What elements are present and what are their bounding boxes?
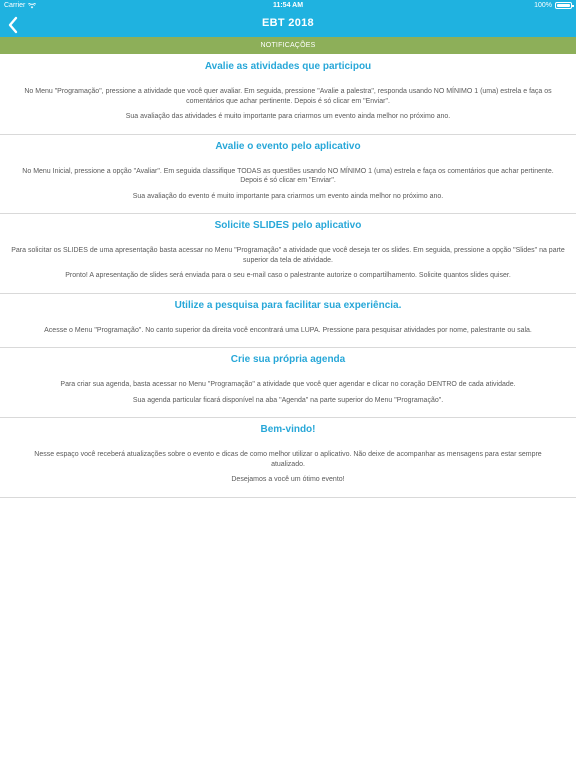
notification-body: [10, 87, 566, 122]
notification-item: [0, 348, 576, 418]
notification-title: Crie sua própria agenda: [230, 354, 346, 365]
notification-text: Sua agenda particular ficará disponível na aba "Agenda" na parte superior do Menu "Programação".: [132, 396, 444, 404]
status-right: [534, 2, 572, 9]
battery-percent: 100%: [534, 2, 552, 9]
notification-text: Sua avaliação das atividades é muito importante para criarmos um evento ainda melhor no próximo ano.: [125, 113, 451, 120]
notification-text: No Menu "Programação", pressione a atividade que você quer avaliar. Em seguida, pressione "Avalie a palestra", responda usando NO MÍNIMO 1 (uma) estrela e faça os comentários que achar pertinente. Depois é só clicar em "Enviar".: [24, 88, 552, 105]
notification-text: Para criar sua agenda, basta acessar no Menu "Programação" a atividade que você quer agendar e clicar no coração DENTRO de cada atividade.: [60, 381, 516, 388]
notification-item: [0, 135, 576, 215]
tab-bar: [0, 37, 576, 54]
status-time: 11:54 AM: [272, 2, 304, 9]
notification-body: [10, 450, 566, 485]
notification-text: Desejamos a você um ótimo evento!: [231, 476, 345, 483]
notification-list: [0, 55, 576, 498]
notification-item: [0, 418, 576, 498]
app-header: [0, 0, 576, 37]
notification-text: Sua avaliação do evento é muito importante para criarmos um evento ainda melhor no próximo ano.: [132, 192, 444, 200]
carrier-label: Carrier: [4, 2, 26, 9]
notification-text: Acesse o Menu "Programação". No canto superior da direita você encontrará uma LUPA. Pressione para pesquisar atividades por nome, palestrante ou sala.: [44, 326, 532, 334]
tab-notifications[interactable]: NOTIFICAÇÕES: [260, 42, 316, 49]
notification-body: [10, 167, 566, 202]
notification-title: Solicite SLIDES pelo aplicativo: [214, 220, 362, 231]
notification-title: Avalie o evento pelo aplicativo: [215, 140, 361, 152]
notification-item: [0, 55, 576, 135]
notification-text: Para solicitar os SLIDES de uma apresentação basta acessar no Menu "Programação" a atividade que você deseja ter os slides. Em seguida, pressione a opção "Slides" na parte superior da tela de atividade.: [11, 247, 565, 264]
notification-title: Utilize a pesquisa para facilitar sua experiência.: [174, 299, 402, 311]
notification-body: [10, 246, 566, 281]
notification-item: [0, 214, 576, 294]
notification-text: Pronto! A apresentação de slides será enviada para o seu e-mail caso o palestrante autorize o compartilhamento. Solicite quantos slides quiser.: [65, 272, 511, 279]
notification-body: [10, 326, 566, 336]
notification-item: [0, 294, 576, 349]
nav-bar: [0, 12, 576, 37]
status-bar: [0, 0, 576, 12]
notification-text: No Menu Inicial, pressione a opção "Avaliar". Em seguida classifique TODAS as questões usando NO MÍNIMO 1 (uma) estrela e faça os comentários que achar pertinente. Depois é só clicar em "Enviar".: [22, 167, 554, 184]
notification-text: Nesse espaço você receberá atualizações sobre o evento e dicas de como melhor utilizar o aplicativo. Não deixe de acompanhar as mensagens para estar sempre atualizado.: [34, 451, 542, 468]
battery-icon: [555, 2, 572, 9]
notification-title: Avalie as atividades que participou: [204, 61, 372, 72]
notification-body: [10, 380, 566, 405]
notification-title: Bem-vindo!: [260, 424, 316, 435]
page-title: EBT 2018: [262, 17, 314, 29]
